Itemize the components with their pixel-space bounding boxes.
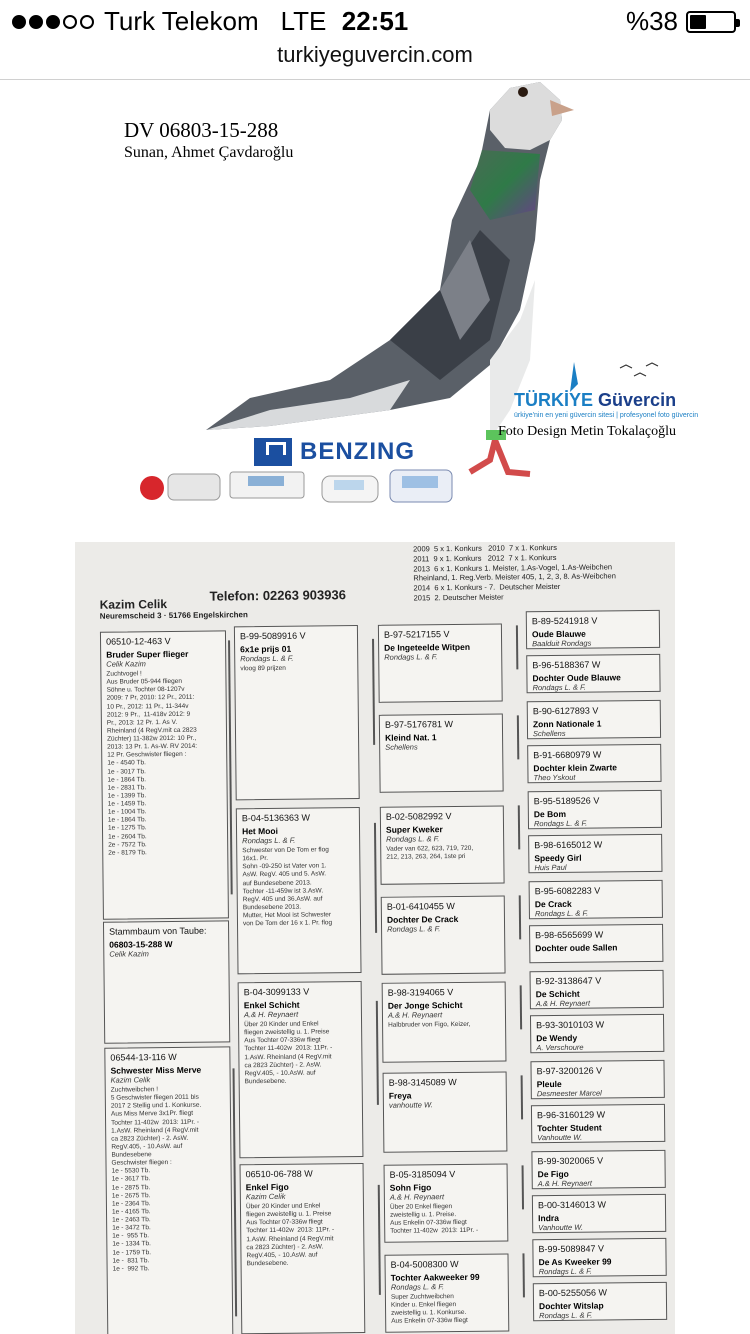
breeder-name: Celik Kazim (106, 659, 146, 669)
pigeon-notes: Über 20 Kinder und Enkel fliegen zweistellig u. 1. Preise Aus Tochter 07-336w fliegt Tochter 11-402w 2013: 11Pr. - 1.AsW. Rheinland (4 RegV.mit ca 2823 Züchter) - 2. AsW. RegV.405, - 10.AsW. auf Bundesebene. (244, 1020, 333, 1086)
pigeon-name: Tochter Aakweeker 99 (390, 1271, 480, 1283)
breeder-name: A. Verschoure (536, 1042, 584, 1053)
pigeon-name: Super Kweker (385, 824, 443, 835)
ring-number: B-96-5188367 W (532, 659, 601, 671)
battery-icon (686, 11, 736, 33)
breeder-name: Huis Paul (534, 862, 567, 873)
pigeon-name: Het Mooi (241, 825, 278, 837)
pedigree-connector (518, 805, 520, 849)
logo-word-2: Güvercin (598, 390, 677, 410)
ring-number: 06510-12-463 V (105, 636, 171, 647)
breeder-name: Kazim Celik (110, 1075, 151, 1085)
pedigree-card (236, 807, 362, 974)
photo-credit: Foto Design Metin Tokalaçoğlu (498, 424, 677, 439)
pigeon-name: Tochter Student (537, 1122, 602, 1134)
pedigree-connector (521, 1075, 523, 1119)
breeder-name: Kazim Celik (99, 597, 168, 612)
pedigree-card (381, 896, 506, 975)
pigeon-name: De As Kweeker 99 (538, 1256, 612, 1268)
pedigree-card (234, 625, 360, 800)
pigeon-name: Freya (388, 1090, 412, 1101)
ring-number: B-97-5217155 V (383, 629, 450, 640)
ring-number: B-93-3010103 W (536, 1019, 605, 1031)
ring-number: B-05-3185094 V (389, 1169, 456, 1180)
pigeon-name: De Figo (537, 1168, 569, 1180)
pedigree-card (527, 744, 661, 783)
pigeon-name: Schwester Miss Merve (110, 1064, 202, 1076)
breeder-name: A.& H. Reynaert (389, 1192, 445, 1202)
breeder-name: Schellens (532, 728, 566, 739)
ring-number: B-97-5176781 W (384, 719, 454, 730)
pedigree-connector (522, 1253, 524, 1297)
pedigree-card (532, 1194, 666, 1233)
pigeon-name: Zonn Nationale 1 (532, 718, 602, 730)
ring-number: Stammbaum von Taube: (109, 925, 207, 937)
breeder-name: Schellens (385, 742, 418, 752)
pedigree-card (526, 654, 660, 693)
pedigree-card (529, 880, 663, 919)
pedigree-connector (522, 1165, 524, 1209)
pigeon-name: Oude Blauwe (531, 628, 586, 640)
pedigree-card (527, 700, 661, 739)
pedigree-card (526, 610, 660, 649)
pedigree-card (528, 790, 662, 829)
pigeon-name: De Bom (533, 808, 567, 820)
pedigree-card (384, 1253, 509, 1332)
pigeon-name: Dochter oude Sallen (535, 942, 618, 954)
ring-number: B-98-6565699 W (535, 929, 604, 941)
ring-number: DV 06803-15-288 (124, 118, 279, 142)
pigeon-name: De Wendy (536, 1032, 578, 1044)
pedigree-card (529, 924, 663, 963)
breeder-name: A.& H. Reynaert (243, 1009, 299, 1020)
pedigree-card (240, 1163, 366, 1334)
pigeon-notes: Vader van 622, 623, 719, 720, 212, 213, 263, 264, 1ste pri (386, 844, 474, 861)
pigeon-name: 6x1e prijs 01 (240, 643, 292, 655)
breeder-name: A.& H. Reynaert (537, 1178, 592, 1189)
sponsor-name: BENZING (300, 438, 415, 465)
pedigree-card (533, 1282, 667, 1321)
pedigree-card (100, 630, 229, 919)
results-note: 2009 5 x 1. Konkurs 2010 7 x 1. Konkurs 2011 9 x 1. Konkurs 2012 7 x 1. Konkurs 2013 6 x 1. Konkurs 1. Meister, 1.As-Vogel, 1.As-Weibchen Rheinland, 1. Reg.Verb. Meister 405, 1, 2, 3, 8. As-Weibchen 2014 6 x 1. Konkurs - 7. Deutscher Meister 2015 2. Deutscher Meister (413, 542, 616, 603)
pigeon-name: Speedy Girl (534, 852, 582, 864)
breeder-name: Rondags L. & F. (240, 653, 294, 664)
pedigree-card (530, 970, 664, 1009)
pigeon-photo (0, 80, 750, 520)
ring-number: B-04-3099133 V (243, 986, 310, 998)
ring-number: B-01-6410455 W (386, 901, 455, 912)
pedigree-connector (376, 1001, 379, 1105)
logo-word-1: TÜRKİYE (514, 390, 594, 410)
pigeon-name: Dochter Witslap (538, 1300, 604, 1312)
ring-number: B-00-3146013 W (537, 1199, 607, 1211)
pigeon-name: Der Jonge Schicht (387, 999, 463, 1011)
breeder-name: Vanhoutte W. (537, 1132, 583, 1143)
pedigree-connector (233, 1068, 237, 1316)
address-bar[interactable] (0, 40, 750, 80)
breeder-name: Rondags L. & F. (242, 835, 296, 846)
ring-number: B-00-5255056 W (538, 1287, 607, 1299)
pedigree-card (382, 982, 507, 1063)
pedigree-card (531, 1150, 665, 1189)
pigeon-name: 06803-15-288 W (109, 939, 173, 950)
pedigree-connector (519, 895, 521, 939)
ring-number: 06544-13-116 W (110, 1051, 177, 1063)
subject-pigeon-card (103, 920, 230, 1043)
pigeon-name: Enkel Figo (245, 1181, 289, 1193)
breeder-phone: Telefon: 02263 903936 (209, 587, 346, 604)
pedigree-card (378, 624, 503, 703)
ring-number: B-89-5241918 V (531, 615, 598, 627)
pigeon-name: Pleule (536, 1078, 562, 1090)
pigeon-name: De Ingeteelde Witpen (384, 641, 471, 653)
network-type: LTE (280, 6, 327, 36)
breeder-name: Rondags L. & F. (387, 924, 441, 934)
ring-number: B-99-5089916 V (239, 630, 306, 642)
logo-tagline: ürkiye'nin en yeni güvercin sitesi | profesyonel foto güvercin (514, 412, 699, 419)
pigeon-notes: Zuchtvogel ! Aus Bruder 05-944 fliegen Söhne u. Tochter 08-1207v 2009: 7 Pr, 2010: 12 Pr., 2011: 10 Pr., 2012: 11 Pr., 11-344v 2012: 9 Pr., 11-418v 2012: 9 Pr., 2013: 12 Pr. 1. As V. Rheinland (4 RegV.mit ca 2823 Züchter) 11-382w 2012: 10 Pr., 2013: 13 Pr. 1. As-W. RV 2014: 12 Pr. Geschwister fliegen : 1e - 4540 Tb. 1e - 3017 Tb. 1e - 1864 Tb. 1e - 2831 Tb. 1e - 1399 Tb. 1e - 1459 Tb. 1e - 1004 Tb. 1e - 1864 Tb. 1e - 1275 Tb. 1e - 2604 Tb. 2e - 7572 Tb. 2e - 8179 Tb. (106, 670, 198, 857)
pigeon-notes: Über 20 Enkel fliegen zweistellig u. 1. Preise. Aus Enkelin 07-336w fliegt Tochter 11-402w 2013: 11Pr. - (389, 1203, 479, 1236)
pedigree-card (532, 1238, 666, 1277)
pigeon-notes: Zuchtweibchen ! 5 Geschwister fliegen 2011 bis 2017 2 Stellig und 1. Konkurse. Aus Miss Merve 3x1Pr. fliegt Tochter 11-402w 2013: 11Pr. - 1.AsW. Rheinland (4 RegV.mit ca 2823 Züchter) - 2. AsW. RegV.405, - 10.AsW. auf Bundesebene Geschwister fliegen : 1e - 5530 Tb. 1e - 3617 Tb. 1e - 2875 Tb. 1e - 2675 Tb. 1e - 2364 Tb. 1e - 4165 Tb. 1e - 2463 Tb. 1e - 3472 Tb. 1e - 955 Tb. 1e - 1334 Tb. 1e - 1759 Tb. 1e - 831 Tb. 1e - 992 Tb. (110, 1086, 202, 1273)
breeder-name: Rondags L. & F. (390, 1282, 445, 1292)
pigeon-notes: Über 20 Kinder und Enkel fliegen zweistellig u. 1. Preise Aus Tochter 07-336w fliegt Tochter 11-402w 2013: 11Pr. - 1.AsW. Rheinland (4 RegV.mit ca 2823 Züchter) - 2. AsW. RegV.405, - 10.AsW. auf Bundesebene. (245, 1202, 335, 1268)
pedigree-card (379, 714, 504, 793)
pedigree-card (530, 1014, 664, 1053)
breeder-name: Vanhoutte W. (538, 1222, 584, 1233)
pigeon-notes: Super Zuchtweibchen Kinder u. Enkel fliegen zweistellig u. 1. Konkurse. Aus Enkelin 07-336w fliegt (390, 1293, 468, 1326)
ring-number: B-96-3160129 W (536, 1109, 606, 1121)
ring-number: B-92-3138647 V (535, 975, 602, 987)
carrier-name: Turk Telekom (104, 6, 259, 36)
pigeon-name: Enkel Schicht (243, 999, 300, 1011)
breeder-name: Rondags L. & F. (534, 908, 589, 919)
timing-devices-icon (138, 466, 458, 506)
pedigree-card (531, 1104, 665, 1143)
breeder-name: vanhoutte W. (388, 1100, 433, 1110)
breeder-name: Baalduit Rondags (532, 638, 592, 649)
ring-number: 06510-06-788 W (245, 1168, 313, 1180)
pigeon-name: Bruder Super flieger (106, 648, 189, 660)
benzing-logo-icon (254, 438, 292, 466)
battery-fill (690, 15, 706, 29)
status-bar (0, 0, 750, 42)
pedigree-card (383, 1072, 508, 1153)
status-right (626, 6, 736, 37)
ring-number: B-02-5082992 V (385, 811, 452, 822)
owner-line: Sunan, Ahmet Çavdaroğlu (124, 144, 294, 161)
pigeon-name: De Schicht (535, 988, 580, 1000)
ring-number: B-04-5008300 W (390, 1259, 459, 1270)
pigeon-notes: Schwester von De Tom er flog 16x1. Pr. Sohn -09-250 ist Vater von 1. AsW. RegV. 405 und 5. AsW. auf Bundesebene 2013. Tochter -11-459w ist 3.AsW. RegV. 405 und 36.AsW. auf Bundesebene 2013. Mutter, Het Mooi ist Schwester von De Tom der 16 x 1. Pr. flog (242, 846, 333, 928)
breeder-name: A.& H. Reynaert (535, 998, 591, 1009)
ring-number: B-97-3200126 V (536, 1065, 603, 1077)
breeder-name: Desmeester Marcel (536, 1088, 602, 1099)
pedigree-connector (372, 639, 375, 745)
ring-number: B-98-3194065 V (387, 987, 454, 998)
pigeon-notes: vloog 89 prijzen (240, 664, 286, 673)
pigeon-notes: Halbbruder von Figo, Keizer, (388, 1020, 471, 1029)
ring-number: B-95-6082283 V (534, 885, 601, 897)
battery-percent: %38 (625, 6, 678, 36)
breeder-name: Rondags L. & F. (386, 834, 440, 844)
breeder-name: Rondags L. & F. (538, 1266, 592, 1277)
pedigree-card (104, 1046, 233, 1334)
pigeon-name: Kleind Nat. 1 (385, 732, 437, 743)
pigeon-name: De Crack (534, 898, 572, 910)
pigeon-name: Sohn Figo (389, 1182, 432, 1193)
breeder-name: Theo Yskout (533, 772, 576, 783)
ring-number: B-99-5089847 V (538, 1243, 605, 1255)
breeder-address: Neuremscheid 3 · 51766 Engelskirchen (99, 610, 248, 621)
ring-number: B-90-6127893 V (532, 705, 599, 717)
pigeon-name: Dochter Oude Blauwe (532, 672, 621, 684)
ring-number: B-98-3145089 W (388, 1077, 457, 1088)
ring-number: B-91-6680979 W (533, 749, 602, 761)
breeder-name: A.& H. Reynaert (387, 1010, 443, 1020)
breeder-name: Rondags L. & F. (532, 682, 586, 693)
ring-number: B-99-3020065 V (537, 1155, 604, 1167)
pedigree-connector (378, 1185, 381, 1295)
breeder-name: Rondags L. & F. (539, 1310, 593, 1321)
pedigree-connector (517, 715, 519, 759)
clock: 22:51 (341, 6, 409, 36)
ring-number: B-95-5189526 V (533, 795, 600, 807)
pedigree-sheet (75, 542, 675, 1334)
breeder-name: Kazim Celik (245, 1191, 286, 1202)
breeder-name: Celik Kazim (109, 949, 149, 959)
pedigree-card (238, 981, 364, 1158)
pedigree-card (384, 1164, 509, 1243)
pedigree-card (528, 834, 662, 873)
pigeon-name: Dochter De Crack (386, 914, 459, 925)
pedigree-content (75, 542, 675, 1334)
pedigree-card (530, 1060, 664, 1099)
pigeon-name: Indra (538, 1212, 559, 1224)
logo-wordmark (514, 390, 676, 411)
pedigree-connector (520, 985, 522, 1029)
pedigree-connector (516, 625, 518, 669)
url-text[interactable]: turkiyeguvercin.com (277, 42, 473, 67)
sponsor-logo (254, 438, 415, 466)
ring-number: B-98-6165012 W (534, 839, 603, 851)
pedigree-connector (228, 640, 232, 894)
ring-number: B-04-5136363 W (241, 812, 310, 824)
pedigree-card (380, 806, 505, 885)
pedigree-connector (374, 823, 377, 933)
pigeon-name: Dochter klein Zwarte (533, 762, 618, 774)
breeder-name: Rondags L. & F. (384, 652, 438, 662)
breeder-name: Rondags L. & F. (533, 818, 588, 829)
